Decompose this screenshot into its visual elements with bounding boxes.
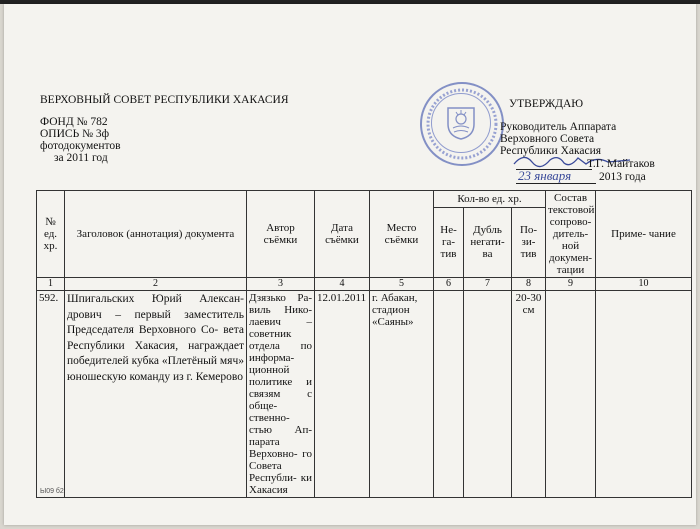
- row-negative: [434, 291, 464, 498]
- col-number: 6: [434, 278, 464, 291]
- row-date: 12.01.2011: [315, 291, 370, 498]
- col-number: 3: [247, 278, 315, 291]
- header-positive: По- зи- тив: [512, 207, 546, 277]
- header-author: Автор съёмки: [247, 191, 315, 278]
- col-number: 1: [37, 278, 65, 291]
- col-number: 10: [596, 278, 692, 291]
- row-title: Шпигальских Юрий Алексан- дрович – первый заместитель Председателя Верховного Со- вета Республики Хакасия, награждает победителей кубка «Плетёный мяч» юношескую команду из г. Кемерово: [65, 291, 247, 498]
- col-number: 9: [546, 278, 596, 291]
- org-title: ВЕРХОВНЫЙ СОВЕТ РЕСПУБЛИКИ ХАКАСИЯ: [40, 94, 289, 106]
- header-num: № ед. хр.: [37, 191, 65, 278]
- col-number: 7: [464, 278, 512, 291]
- col-number: 5: [370, 278, 434, 291]
- approve-line-3: Республики Хакасия: [500, 145, 602, 157]
- col-number: 2: [65, 278, 247, 291]
- inventory-table: [36, 190, 692, 498]
- row-text-docs: [546, 291, 596, 498]
- official-seal: [420, 82, 504, 166]
- row-place: г. Абакан, стадион «Саяны»: [370, 291, 434, 498]
- col-number: 8: [512, 278, 546, 291]
- seal-ring-text-icon: [418, 80, 506, 168]
- date-line: [516, 183, 596, 184]
- header-place: Место съёмки: [370, 191, 434, 278]
- fond-number: ФОНД № 782: [40, 116, 108, 128]
- approve-date-year: 2013 года: [599, 171, 646, 183]
- header-duplicate: Дубль негати- ва: [464, 207, 512, 277]
- approve-line-1: Руководитель Аппарата: [500, 121, 617, 133]
- approve-title: УТВЕРЖДАЮ: [509, 98, 584, 110]
- row-author: Дзязько Ра- виль Нико- лаевич – советник отдела по информа- ционной политике и связям с обще- ственно- стью Ап- парата Верховно- го Совета Республи- ки Хакасия: [247, 291, 315, 498]
- approve-line-2: Верховного Совета: [500, 133, 595, 145]
- row-num: 592.: [37, 291, 65, 498]
- header-text-docs: Состав текстовой сопрово- дитель- ной докумен- тации: [546, 191, 596, 278]
- approve-signer: Т.Г. Майтаков: [587, 158, 655, 170]
- row-note: [596, 291, 692, 498]
- document-year: за 2011 год: [54, 152, 108, 164]
- footer-code: Ы09 б2: [40, 488, 64, 495]
- document-kind: фотодокументов: [40, 140, 121, 152]
- header-date: Дата съёмки: [315, 191, 370, 278]
- header-negative: Не- га- тив: [434, 207, 464, 277]
- row-duplicate: [464, 291, 512, 498]
- opis-number: ОПИСЬ № 3ф: [40, 128, 110, 140]
- header-quantity: Кол-во ед. хр.: [434, 191, 546, 208]
- header-note: Приме- чание: [596, 191, 692, 278]
- col-number: 4: [315, 278, 370, 291]
- approve-date-handwritten: 23 января: [518, 168, 572, 183]
- header-title: Заголовок (аннотация) документа: [65, 191, 247, 278]
- row-positive: 20-30 см: [512, 291, 546, 498]
